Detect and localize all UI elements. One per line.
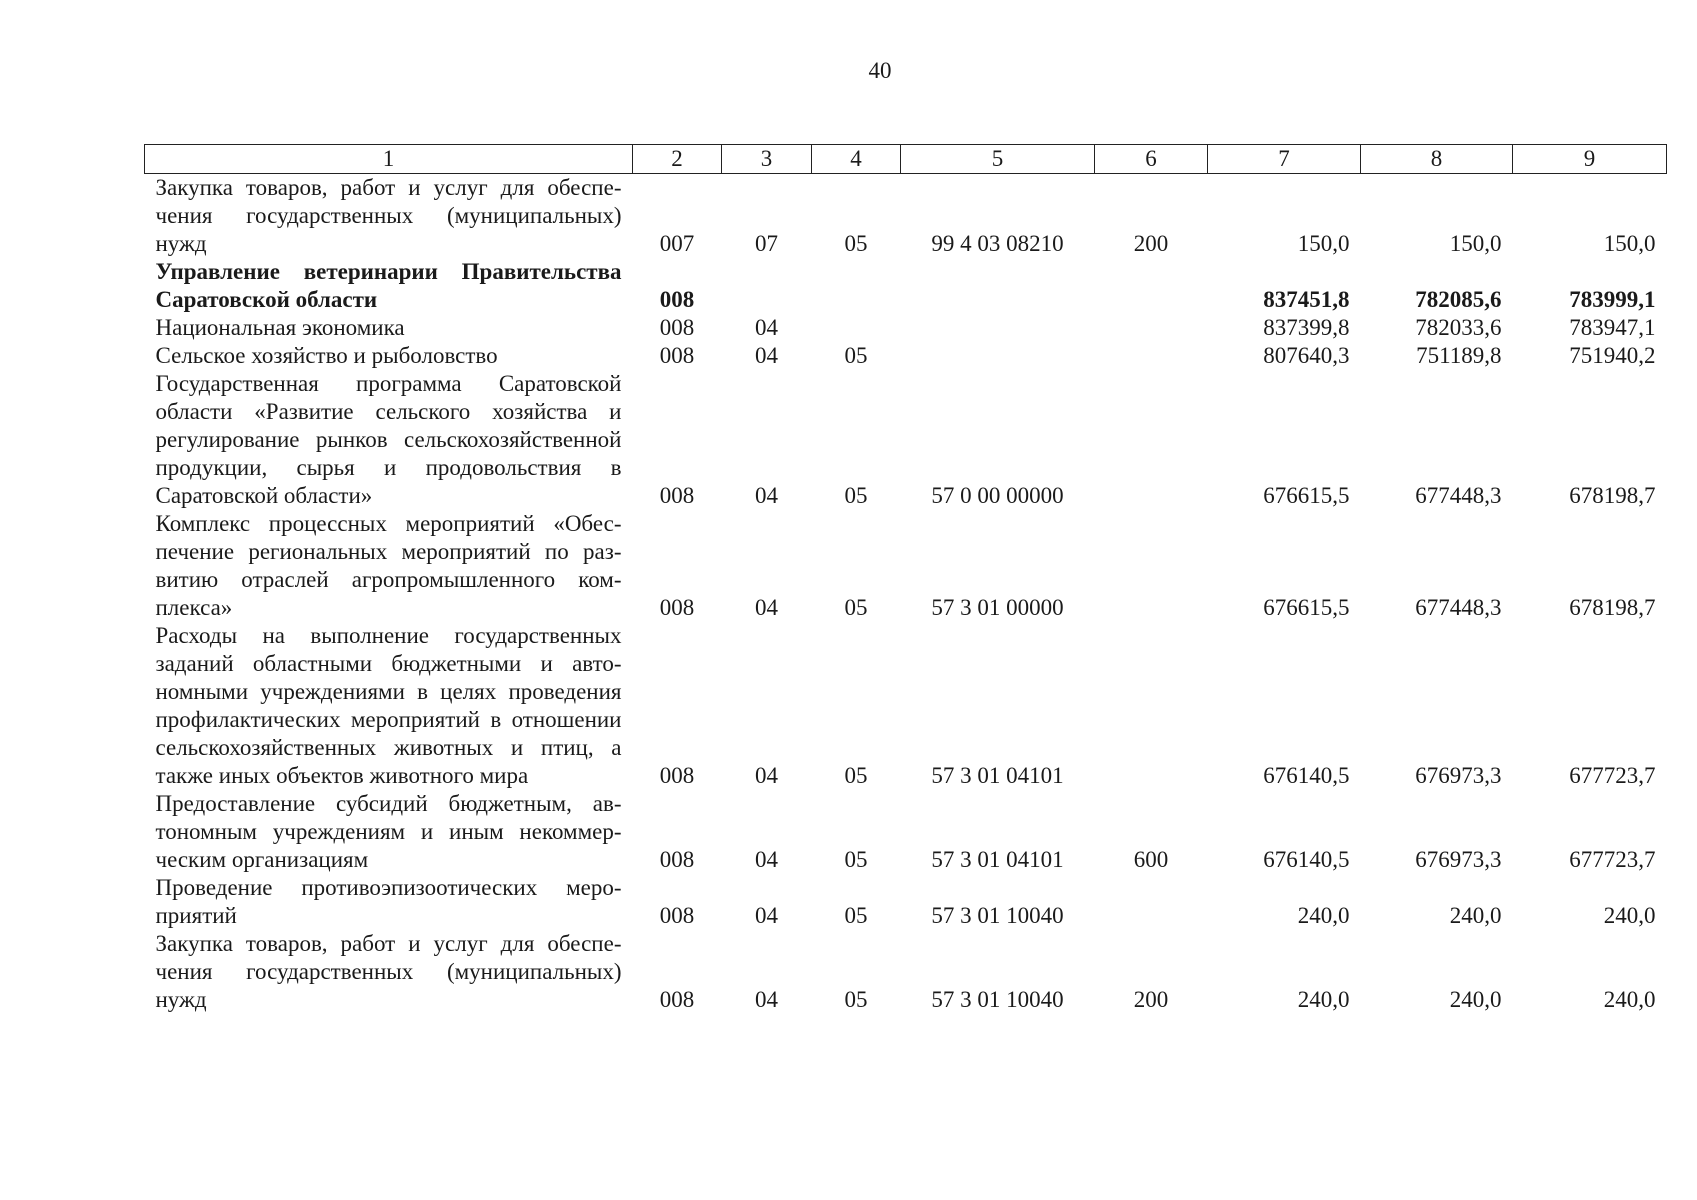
row-name: Закупка товаров, работ и услуг для обеспечения государственных (муниципальных) нужд <box>155 175 622 256</box>
cell-ministry-code: 008 <box>659 987 695 1012</box>
table-row <box>145 930 1667 1014</box>
cell-section-code: 04 <box>755 987 778 1012</box>
cell-subsection-code: 05 <box>844 847 868 872</box>
cell-subsection-code: 05 <box>844 343 868 368</box>
cell-amount-col-9: 678198,7 <box>1569 595 1656 620</box>
cell-target-article: 57 3 01 10040 <box>931 987 1064 1012</box>
cell-ministry-code: 008 <box>659 483 695 508</box>
table-row <box>145 174 1667 259</box>
header-col-4: 4 <box>812 145 901 174</box>
cell-amount-col-9: 677723,7 <box>1569 847 1656 872</box>
cell-target-article <box>901 258 1095 314</box>
cell-expense-type <box>1095 258 1208 314</box>
cell-amount-col-7: 837399,8 <box>1263 315 1350 340</box>
cell-expense-type <box>1095 370 1208 510</box>
cell-expense-type <box>1095 622 1208 790</box>
cell-section-code: 07 <box>755 231 778 256</box>
cell-amount-col-7: 837451,8 <box>1263 287 1350 312</box>
cell-amount-col-8: 240,0 <box>1449 903 1502 928</box>
table-header <box>145 145 1667 174</box>
cell-amount-col-9: 677723,7 <box>1569 763 1656 788</box>
cell-subsection-code: 05 <box>844 595 868 620</box>
budget-table <box>144 144 1667 1014</box>
cell-target-article: 57 3 01 04101 <box>931 763 1064 788</box>
table-row <box>145 622 1667 790</box>
cell-amount-col-7: 676615,5 <box>1263 595 1350 620</box>
cell-amount-col-9: 783999,1 <box>1569 287 1656 312</box>
page-number: 40 <box>868 58 892 83</box>
cell-subsection-code: 05 <box>844 903 868 928</box>
cell-amount-col-9: 751940,2 <box>1569 343 1656 368</box>
cell-amount-col-9: 783947,1 <box>1569 315 1656 340</box>
cell-ministry-code: 008 <box>659 287 695 312</box>
cell-section-code: 04 <box>755 343 778 368</box>
table-row <box>145 342 1667 370</box>
cell-amount-col-9: 150,0 <box>1603 231 1656 256</box>
row-name: Закупка товаров, работ и услуг для обеспечения государственных (муниципальных) нужд <box>155 931 622 1012</box>
table-row <box>145 258 1667 314</box>
cell-section-code: 04 <box>755 315 778 340</box>
cell-section-code: 04 <box>755 483 778 508</box>
cell-expense-type: 600 <box>1133 847 1169 872</box>
cell-amount-col-7: 240,0 <box>1297 903 1350 928</box>
header-col-2: 2 <box>633 145 722 174</box>
header-row <box>145 145 1667 174</box>
cell-expense-type <box>1095 314 1208 342</box>
cell-amount-col-8: 677448,3 <box>1415 595 1502 620</box>
cell-ministry-code: 008 <box>659 315 695 340</box>
header-col-9: 9 <box>1513 145 1667 174</box>
cell-target-article: 57 0 00 00000 <box>931 483 1064 508</box>
header-col-7: 7 <box>1208 145 1361 174</box>
cell-target-article: 57 3 01 10040 <box>931 903 1064 928</box>
cell-target-article <box>901 342 1095 370</box>
header-col-8: 8 <box>1361 145 1513 174</box>
header-col-6: 6 <box>1095 145 1208 174</box>
cell-section-code: 04 <box>755 847 778 872</box>
cell-subsection-code: 05 <box>844 987 868 1012</box>
row-name: Проведение противоэпизоотических мероприятий <box>155 875 622 928</box>
cell-ministry-code: 008 <box>659 847 695 872</box>
row-name: Управление ветеринарии Правительства Саратовской области <box>155 259 622 312</box>
cell-expense-type <box>1095 510 1208 622</box>
cell-section-code: 04 <box>755 763 778 788</box>
cell-ministry-code: 008 <box>659 595 695 620</box>
row-name: Государственная программа Саратовской области «Развитие сельского хозяйства и регулирование рынков сельскохозяйственной продукции, сырья и продовольствия в Саратовской области» <box>155 371 622 508</box>
cell-target-article: 57 3 01 00000 <box>931 595 1064 620</box>
cell-amount-col-7: 676140,5 <box>1263 847 1350 872</box>
cell-section-code <box>722 258 812 314</box>
cell-target-article <box>901 314 1095 342</box>
cell-amount-col-7: 807640,3 <box>1263 343 1350 368</box>
table-row <box>145 314 1667 342</box>
cell-subsection-code <box>812 314 901 342</box>
table-body <box>145 174 1667 1015</box>
cell-amount-col-9: 678198,7 <box>1569 483 1656 508</box>
row-name: Расходы на выполнение государственных заданий областными бюджетными и автономными учреждениями в целях проведения профилактических мероприятий в отношении сельскохозяйственных животных и птиц, а также иных объектов животного мира <box>155 623 622 788</box>
table-row <box>145 790 1667 874</box>
cell-subsection-code: 05 <box>844 231 868 256</box>
cell-amount-col-7: 150,0 <box>1297 231 1350 256</box>
cell-section-code: 04 <box>755 903 778 928</box>
cell-amount-col-8: 240,0 <box>1449 987 1502 1012</box>
cell-ministry-code: 007 <box>659 231 695 256</box>
cell-expense-type: 200 <box>1133 231 1169 256</box>
header-col-1: 1 <box>145 145 633 174</box>
cell-expense-type <box>1095 342 1208 370</box>
cell-amount-col-8: 677448,3 <box>1415 483 1502 508</box>
cell-subsection-code: 05 <box>844 763 868 788</box>
row-name: Национальная экономика <box>155 315 405 340</box>
row-name: Предоставление субсидий бюджетным, автономным учреждениям и иным некоммерческим организациям <box>155 791 622 872</box>
cell-amount-col-7: 676140,5 <box>1263 763 1350 788</box>
cell-target-article: 99 4 03 08210 <box>931 231 1064 256</box>
cell-amount-col-9: 240,0 <box>1603 903 1656 928</box>
cell-amount-col-7: 240,0 <box>1297 987 1350 1012</box>
cell-ministry-code: 008 <box>659 903 695 928</box>
row-name: Сельское хозяйство и рыболовство <box>155 343 498 368</box>
table-row <box>145 874 1667 930</box>
cell-amount-col-7: 676615,5 <box>1263 483 1350 508</box>
cell-amount-col-8: 150,0 <box>1449 231 1502 256</box>
cell-subsection-code: 05 <box>844 483 868 508</box>
header-col-5: 5 <box>901 145 1095 174</box>
cell-expense-type <box>1095 874 1208 930</box>
header-col-3: 3 <box>722 145 812 174</box>
cell-ministry-code: 008 <box>659 343 695 368</box>
cell-subsection-code <box>812 258 901 314</box>
cell-ministry-code: 008 <box>659 763 695 788</box>
table-row <box>145 370 1667 510</box>
cell-amount-col-8: 782085,6 <box>1415 287 1502 312</box>
cell-amount-col-8: 676973,3 <box>1415 763 1502 788</box>
cell-section-code: 04 <box>755 595 778 620</box>
cell-expense-type: 200 <box>1133 987 1169 1012</box>
cell-target-article: 57 3 01 04101 <box>931 847 1064 872</box>
table-row <box>145 510 1667 622</box>
cell-amount-col-9: 240,0 <box>1603 987 1656 1012</box>
cell-amount-col-8: 751189,8 <box>1416 343 1502 368</box>
cell-amount-col-8: 676973,3 <box>1415 847 1502 872</box>
row-name: Комплекс процессных мероприятий «Обеспечение региональных мероприятий по развитию отраслей агропромышленного комплекса» <box>155 511 622 620</box>
cell-amount-col-8: 782033,6 <box>1415 315 1502 340</box>
